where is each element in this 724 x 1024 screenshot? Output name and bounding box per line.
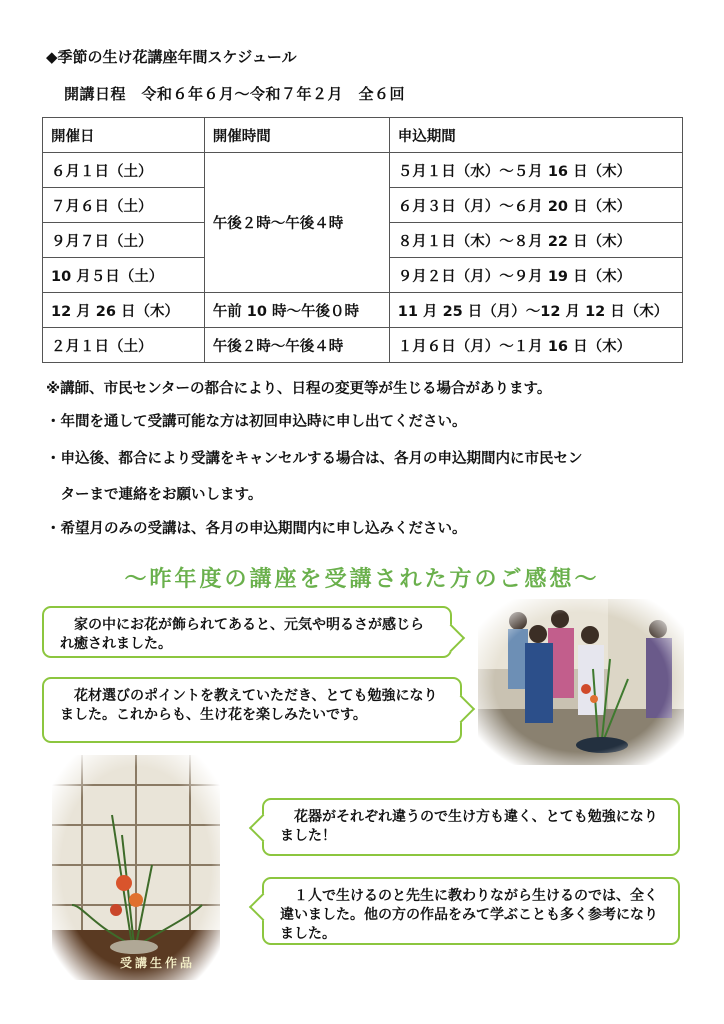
cell-period: ５月１日（水）～５月 16 日（木） <box>389 153 682 188</box>
schedule-table <box>42 117 683 363</box>
comment-bubble <box>42 677 462 743</box>
cell-time: 午前 10 時～午後０時 <box>204 293 389 328</box>
header-time: 開催時間 <box>204 118 389 153</box>
note-annual-application: ・年間を通して受講可能な方は初回申込時に申し出てください。 <box>46 414 467 430</box>
comment-text: １人で生けるのと先生に教わりながら生けるのでは、全く違いました。他の方の作品をみて学ぶことも多く参考になりました。 <box>280 888 658 942</box>
bubble-tail <box>249 814 277 842</box>
student-work-photo <box>52 755 220 980</box>
feedback-title: ～昨年度の講座を受講された方のご感想～ <box>124 567 600 592</box>
comment-bubble <box>42 606 452 658</box>
note-schedule-change: ※講師、市民センターの都合により、日程の変更等が生じる場合があります。 <box>46 381 552 397</box>
header-period: 申込期間 <box>389 118 682 153</box>
comment-bubble <box>262 798 680 856</box>
cell-period: １月６日（月）～１月 16 日（木） <box>389 328 682 363</box>
class-photo <box>478 599 684 765</box>
table-row <box>43 153 683 188</box>
comment-text: 花器がそれぞれ違うので生け方も違く、とても勉強になりました！ <box>280 809 658 844</box>
table-row <box>43 328 683 363</box>
cell-period: ８月１日（木）～８月 22 日（木） <box>389 223 682 258</box>
bubble-tail <box>437 624 465 652</box>
table-row <box>43 293 683 328</box>
comment-bubble <box>262 877 680 945</box>
header-date: 開催日 <box>43 118 205 153</box>
cell-date: ９月７日（土） <box>43 223 205 258</box>
student-work-image <box>52 755 220 980</box>
cell-period: 11 月 25 日（月）～12 月 12 日（木） <box>389 293 682 328</box>
cell-date: 12 月 26 日（木） <box>43 293 205 328</box>
page-heading: ◆季節の生け花講座年間スケジュール <box>46 48 297 66</box>
cell-date: ６月１日（土） <box>43 153 205 188</box>
note-cancellation: ・申込後、都合により受講をキャンセルする場合は、各月の申込期間内に市民セン <box>46 451 583 467</box>
cell-period: ９月２日（月）～９月 19 日（木） <box>389 258 682 293</box>
comment-text: 花材選びのポイントを教えていただき、とても勉強になりました。これからも、生け花を楽しみたいです。 <box>60 688 438 723</box>
cell-time: 午後２時～午後４時 <box>204 328 389 363</box>
schedule-summary: 開講日程 令和６年６月～令和７年２月 全６回 <box>64 85 406 103</box>
comment-text: 家の中にお花が飾られてあると、元気や明るさが感じられ癒されました。 <box>60 617 424 652</box>
cell-time-merged: 午後２時～午後４時 <box>204 153 389 293</box>
cell-date: 10 月５日（土） <box>43 258 205 293</box>
cell-date: ２月１日（土） <box>43 328 205 363</box>
note-cancellation-cont: ターまで連絡をお願いします。 <box>46 487 263 503</box>
photo-caption: 受講生作品 <box>120 956 196 970</box>
bubble-tail <box>249 893 277 921</box>
class-photo-image <box>478 599 684 765</box>
cell-period: ６月３日（月）～６月 20 日（木） <box>389 188 682 223</box>
table-header-row <box>43 118 683 153</box>
bubble-tail <box>447 695 475 723</box>
note-monthly: ・希望月のみの受講は、各月の申込期間内に申し込みください。 <box>46 521 467 537</box>
cell-date: ７月６日（土） <box>43 188 205 223</box>
